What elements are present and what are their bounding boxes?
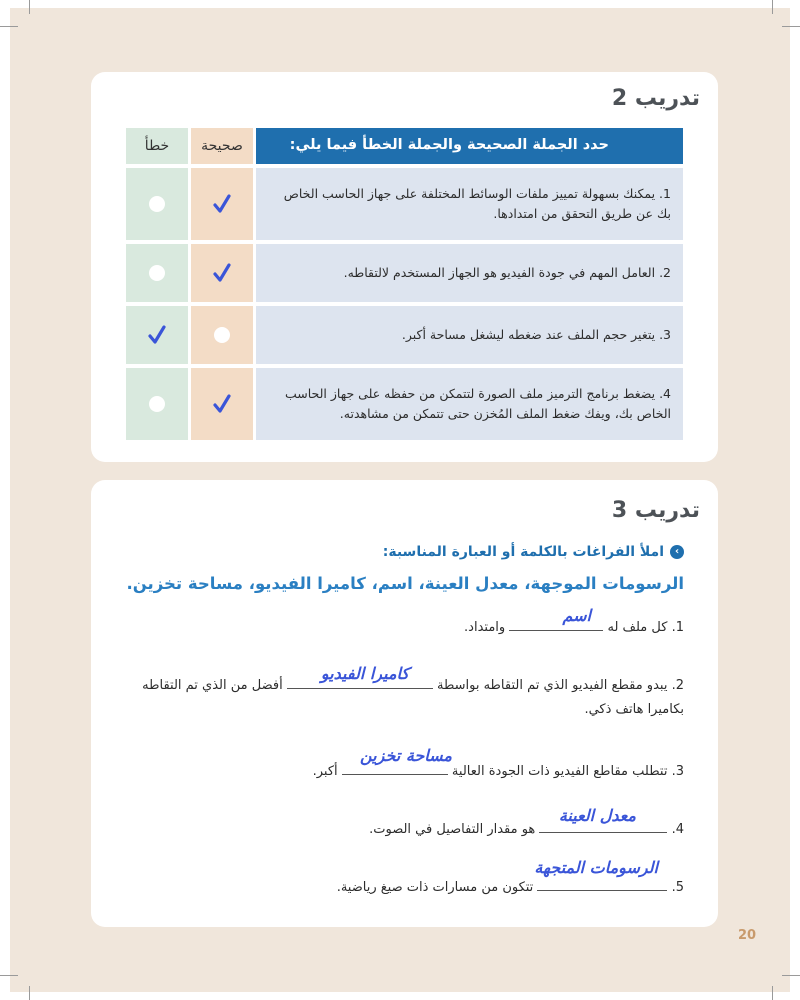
fill-blank-item-4: 4. هو مقدار التفاصيل في الصوت. xyxy=(369,818,684,837)
check-mark-icon xyxy=(212,194,232,214)
true-column-header: صحيحة xyxy=(191,128,253,164)
crop-mark xyxy=(772,986,773,1000)
chevron-right-icon: › xyxy=(670,545,684,559)
false-cell[interactable] xyxy=(126,244,188,302)
false-cell[interactable] xyxy=(126,168,188,240)
true-cell[interactable] xyxy=(191,368,253,440)
true-cell[interactable] xyxy=(191,306,253,364)
false-column-header: خطأ xyxy=(126,128,188,164)
fill-blank-item-5: 5. تتكون من مسارات ذات صيغ رياضية. xyxy=(337,876,684,895)
true-cell[interactable] xyxy=(191,244,253,302)
false-cell[interactable] xyxy=(126,306,188,364)
handwritten-answer: كاميرا الفيديو xyxy=(320,664,409,683)
fill-blank-item-2-line2: بكاميرا هاتف ذكي. xyxy=(584,702,684,717)
crop-mark xyxy=(29,0,30,14)
statement-cell: 1. يمكنك بسهولة تمييز ملفات الوسائط المختلفة على جهاز الحاسب الخاص بك عن طريق التحقق من امتدادها. xyxy=(256,168,683,240)
handwritten-answer: مساحة تخزين xyxy=(360,746,452,765)
crop-mark xyxy=(782,26,800,27)
exercise2-card xyxy=(91,72,718,462)
fill-blank-item-1: 1. كل ملف له وامتداد. xyxy=(464,616,684,635)
table-row xyxy=(126,244,683,302)
instruction: ›املأ الفراغات بالكلمة أو العبارة المناسبة: xyxy=(383,544,684,560)
table-row xyxy=(126,368,683,440)
handwritten-answer: اسم xyxy=(562,606,591,625)
exercise2-title: تدريب 2 xyxy=(611,86,700,111)
crop-mark xyxy=(782,975,800,976)
statement-cell: 2. العامل المهم في جودة الفيديو هو الجهاز المستخدم لالتقاطه. xyxy=(256,244,683,302)
crop-mark xyxy=(29,986,30,1000)
empty-circle-icon xyxy=(149,396,165,412)
word-bank: الرسومات الموجهة، معدل العينة، اسم، كاميرا الفيديو، مساحة تخزين. xyxy=(126,574,684,593)
empty-circle-icon xyxy=(214,327,230,343)
blank-field[interactable] xyxy=(537,876,667,891)
statement-cell: 3. يتغير حجم الملف عند ضغطه ليشغل مساحة أكبر. xyxy=(256,306,683,364)
handwritten-answer: الرسومات المتجهة xyxy=(534,858,658,877)
page-number: 20 xyxy=(738,928,757,943)
table-row xyxy=(126,168,683,240)
exercise3-title: تدريب 3 xyxy=(611,498,700,523)
check-mark-icon xyxy=(147,325,167,345)
false-cell[interactable] xyxy=(126,368,188,440)
table-row xyxy=(126,306,683,364)
crop-mark xyxy=(0,26,18,27)
empty-circle-icon xyxy=(149,265,165,281)
check-mark-icon xyxy=(212,394,232,414)
statement-header: حدد الجملة الصحيحة والجملة الخطأ فيما يلي: xyxy=(256,128,683,164)
handwritten-answer: معدل العينة xyxy=(558,806,636,825)
fill-blank-item-3: 3. تتطلب مقاطع الفيديو ذات الجودة العالية أكبر. xyxy=(313,760,684,779)
check-mark-icon xyxy=(212,263,232,283)
statement-cell: 4. يضغط برنامج الترميز ملف الصورة لتتمكن من حفظه على جهاز الحاسب الخاص بك، ويفك ضغط الملف المُخزن حتى تتمكن من مشاهدته. xyxy=(256,368,683,440)
fill-blank-item-2: 2. يبدو مقطع الفيديو الذي تم التقاطه بواسطة أفضل من الذي تم التقاطه xyxy=(142,674,684,693)
empty-circle-icon xyxy=(149,196,165,212)
exercise3-card xyxy=(91,480,718,927)
true-cell[interactable] xyxy=(191,168,253,240)
crop-mark xyxy=(0,975,18,976)
crop-mark xyxy=(772,0,773,14)
